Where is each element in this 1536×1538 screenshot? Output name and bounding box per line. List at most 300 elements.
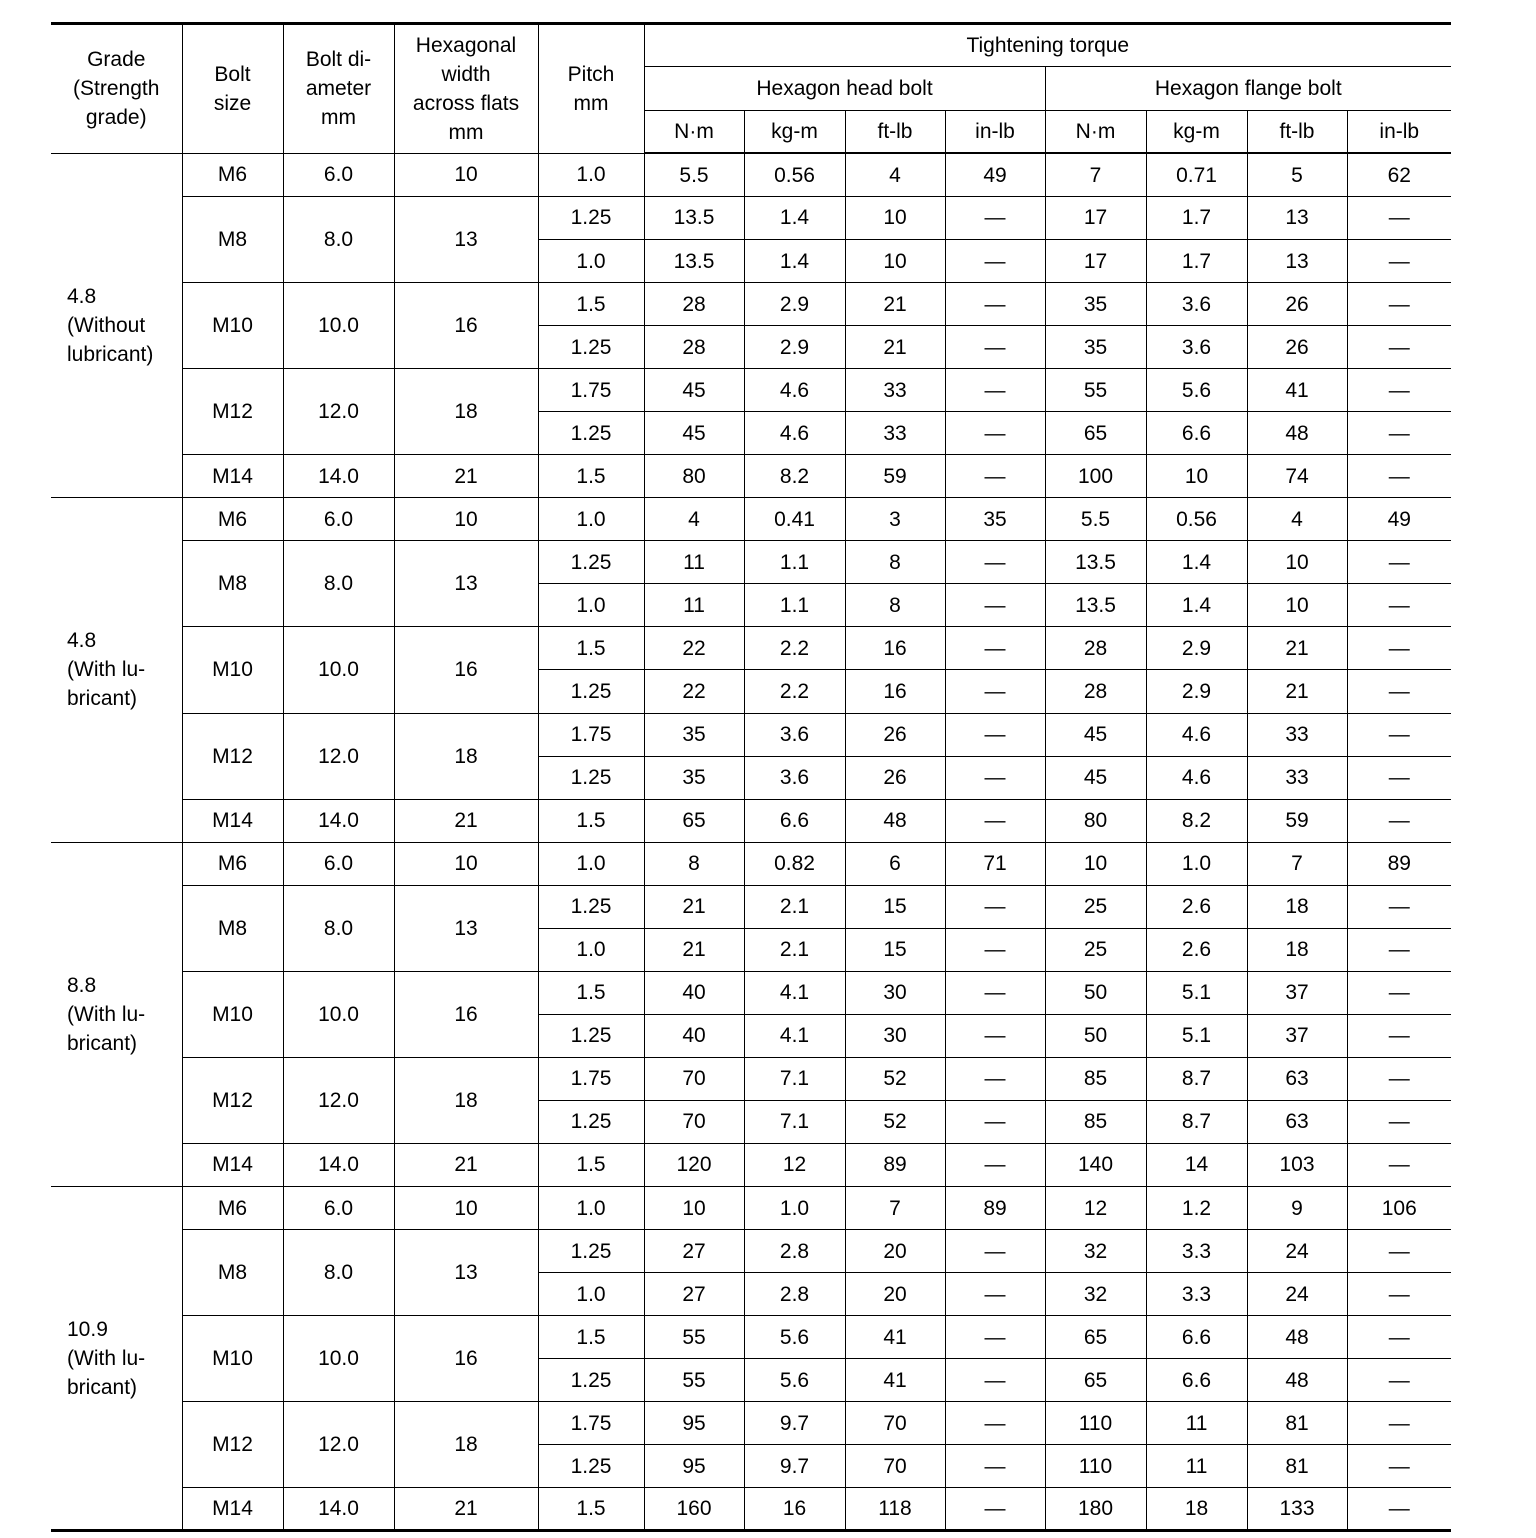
flange-ftlb-cell: 24 (1247, 1273, 1347, 1316)
flange-inlb-cell: 62 (1347, 153, 1451, 196)
head-inlb-cell: 35 (945, 498, 1045, 541)
head-ftlb-cell: 16 (845, 627, 945, 670)
hex-width-cell: 16 (394, 1316, 538, 1402)
header-bolt-diameter: Bolt di- ameter mm (283, 24, 394, 154)
head-nm-cell: 120 (644, 1143, 744, 1186)
table-row (51, 1187, 1451, 1230)
flange-nm-cell: 45 (1045, 756, 1146, 799)
head-kgm-cell: 7.1 (744, 1057, 845, 1100)
head-ftlb-cell: 26 (845, 713, 945, 756)
flange-inlb-cell: 106 (1347, 1187, 1451, 1230)
flange-nm-cell: 180 (1045, 1488, 1146, 1531)
head-nm-cell: 95 (644, 1402, 744, 1445)
flange-ftlb-cell: 103 (1247, 1143, 1347, 1186)
head-inlb-cell: — (945, 196, 1045, 239)
flange-inlb-cell: — (1347, 885, 1451, 928)
grade-cell: 4.8 (Without lubricant) (51, 153, 182, 497)
head-kgm-cell: 2.2 (744, 627, 845, 670)
head-nm-cell: 35 (644, 756, 744, 799)
flange-inlb-cell: 49 (1347, 498, 1451, 541)
head-inlb-cell: 49 (945, 153, 1045, 196)
flange-ftlb-cell: 63 (1247, 1057, 1347, 1100)
table-row (51, 842, 1451, 885)
flange-nm-cell: 100 (1045, 455, 1146, 498)
head-ftlb-cell: 118 (845, 1488, 945, 1531)
bolt-size-cell: M8 (182, 1230, 283, 1316)
flange-inlb-cell: — (1347, 1359, 1451, 1402)
flange-ftlb-cell: 26 (1247, 283, 1347, 326)
flange-nm-cell: 50 (1045, 1014, 1146, 1057)
flange-nm-cell: 80 (1045, 799, 1146, 842)
hex-width-cell: 13 (394, 1230, 538, 1316)
flange-inlb-cell: — (1347, 196, 1451, 239)
head-kgm-cell: 4.1 (744, 971, 845, 1014)
bolt-diameter-cell: 8.0 (283, 1230, 394, 1316)
table-row (51, 1143, 1451, 1186)
flange-kgm-cell: 6.6 (1146, 1316, 1247, 1359)
flange-inlb-cell: — (1347, 283, 1451, 326)
head-kgm-cell: 2.1 (744, 928, 845, 971)
flange-nm-cell: 50 (1045, 971, 1146, 1014)
table-row (51, 1057, 1451, 1100)
flange-kgm-cell: 11 (1146, 1402, 1247, 1445)
head-inlb-cell: — (945, 928, 1045, 971)
head-ftlb-cell: 6 (845, 842, 945, 885)
head-kgm-cell: 2.8 (744, 1273, 845, 1316)
bolt-diameter-cell: 6.0 (283, 1187, 394, 1230)
hex-width-cell: 13 (394, 885, 538, 971)
head-nm-cell: 45 (644, 369, 744, 412)
flange-nm-cell: 7 (1045, 153, 1146, 196)
head-kgm-cell: 9.7 (744, 1402, 845, 1445)
flange-ftlb-cell: 21 (1247, 670, 1347, 713)
head-nm-cell: 21 (644, 928, 744, 971)
pitch-cell: 1.25 (538, 1445, 644, 1488)
flange-nm-cell: 35 (1045, 326, 1146, 369)
head-kgm-cell: 4.6 (744, 412, 845, 455)
flange-inlb-cell: — (1347, 928, 1451, 971)
head-inlb-cell: — (945, 584, 1045, 627)
hex-width-cell: 16 (394, 627, 538, 713)
head-ftlb-cell: 33 (845, 369, 945, 412)
hex-width-cell: 18 (394, 713, 538, 799)
unit-head-ftlb: ft-lb (845, 110, 945, 153)
flange-ftlb-cell: 21 (1247, 627, 1347, 670)
head-kgm-cell: 4.1 (744, 1014, 845, 1057)
flange-nm-cell: 25 (1045, 928, 1146, 971)
hex-width-cell: 21 (394, 1488, 538, 1531)
pitch-cell: 1.25 (538, 326, 644, 369)
pitch-cell: 1.0 (538, 498, 644, 541)
head-kgm-cell: 0.82 (744, 842, 845, 885)
head-inlb-cell: — (945, 971, 1045, 1014)
head-ftlb-cell: 10 (845, 239, 945, 282)
table-row (51, 1316, 1451, 1359)
head-kgm-cell: 1.4 (744, 239, 845, 282)
flange-ftlb-cell: 33 (1247, 713, 1347, 756)
flange-inlb-cell: — (1347, 1445, 1451, 1488)
flange-inlb-cell: — (1347, 326, 1451, 369)
unit-head-inlb: in-lb (945, 110, 1045, 153)
flange-nm-cell: 12 (1045, 1187, 1146, 1230)
flange-inlb-cell: — (1347, 455, 1451, 498)
head-kgm-cell: 0.41 (744, 498, 845, 541)
head-inlb-cell: — (945, 1143, 1045, 1186)
flange-ftlb-cell: 81 (1247, 1402, 1347, 1445)
pitch-cell: 1.5 (538, 971, 644, 1014)
table-row (51, 369, 1451, 412)
pitch-cell: 1.25 (538, 1100, 644, 1143)
head-inlb-cell: — (945, 1057, 1045, 1100)
table-row (51, 799, 1451, 842)
head-nm-cell: 27 (644, 1273, 744, 1316)
flange-ftlb-cell: 33 (1247, 756, 1347, 799)
head-ftlb-cell: 33 (845, 412, 945, 455)
flange-ftlb-cell: 48 (1247, 412, 1347, 455)
flange-kgm-cell: 8.7 (1146, 1100, 1247, 1143)
head-ftlb-cell: 15 (845, 928, 945, 971)
flange-kgm-cell: 4.6 (1146, 756, 1247, 799)
head-kgm-cell: 16 (744, 1488, 845, 1531)
head-nm-cell: 21 (644, 885, 744, 928)
flange-inlb-cell: 89 (1347, 842, 1451, 885)
head-ftlb-cell: 3 (845, 498, 945, 541)
head-inlb-cell: — (945, 1359, 1045, 1402)
bolt-size-cell: M12 (182, 1402, 283, 1488)
head-ftlb-cell: 20 (845, 1230, 945, 1273)
flange-nm-cell: 85 (1045, 1057, 1146, 1100)
flange-ftlb-cell: 13 (1247, 196, 1347, 239)
head-ftlb-cell: 41 (845, 1359, 945, 1402)
flange-kgm-cell: 1.4 (1146, 584, 1247, 627)
head-nm-cell: 70 (644, 1100, 744, 1143)
head-kgm-cell: 1.1 (744, 541, 845, 584)
head-inlb-cell: — (945, 326, 1045, 369)
flange-nm-cell: 17 (1045, 239, 1146, 282)
head-inlb-cell: — (945, 1488, 1045, 1531)
table-body (51, 153, 1451, 1531)
bolt-size-cell: M6 (182, 1187, 283, 1230)
head-nm-cell: 11 (644, 584, 744, 627)
header-bolt-size: Bolt size (182, 24, 283, 154)
head-kgm-cell: 1.0 (744, 1187, 845, 1230)
head-inlb-cell: — (945, 627, 1045, 670)
bolt-size-cell: M10 (182, 627, 283, 713)
flange-nm-cell: 32 (1045, 1273, 1146, 1316)
flange-kgm-cell: 14 (1146, 1143, 1247, 1186)
bolt-size-cell: M14 (182, 1488, 283, 1531)
bolt-diameter-cell: 6.0 (283, 842, 394, 885)
head-inlb-cell: — (945, 1316, 1045, 1359)
flange-inlb-cell: — (1347, 713, 1451, 756)
head-kgm-cell: 2.9 (744, 326, 845, 369)
header-grade: Grade (Strength grade) (51, 24, 182, 154)
flange-ftlb-cell: 18 (1247, 928, 1347, 971)
head-nm-cell: 65 (644, 799, 744, 842)
bolt-size-cell: M6 (182, 842, 283, 885)
flange-ftlb-cell: 24 (1247, 1230, 1347, 1273)
flange-nm-cell: 5.5 (1045, 498, 1146, 541)
bolt-diameter-cell: 6.0 (283, 498, 394, 541)
pitch-cell: 1.75 (538, 1057, 644, 1100)
bolt-diameter-cell: 10.0 (283, 283, 394, 369)
flange-kgm-cell: 2.6 (1146, 928, 1247, 971)
head-inlb-cell: — (945, 1230, 1045, 1273)
flange-kgm-cell: 18 (1146, 1488, 1247, 1531)
flange-ftlb-cell: 13 (1247, 239, 1347, 282)
pitch-cell: 1.25 (538, 756, 644, 799)
head-kgm-cell: 3.6 (744, 713, 845, 756)
pitch-cell: 1.5 (538, 799, 644, 842)
flange-nm-cell: 13.5 (1045, 541, 1146, 584)
table-row (51, 971, 1451, 1014)
unit-flange-nm: N·m (1045, 110, 1146, 153)
flange-inlb-cell: — (1347, 1402, 1451, 1445)
bolt-diameter-cell: 10.0 (283, 1316, 394, 1402)
head-ftlb-cell: 15 (845, 885, 945, 928)
flange-inlb-cell: — (1347, 541, 1451, 584)
flange-kgm-cell: 1.7 (1146, 196, 1247, 239)
bolt-diameter-cell: 14.0 (283, 1488, 394, 1531)
flange-kgm-cell: 3.3 (1146, 1273, 1247, 1316)
bolt-diameter-cell: 12.0 (283, 1402, 394, 1488)
head-nm-cell: 5.5 (644, 153, 744, 196)
head-ftlb-cell: 10 (845, 196, 945, 239)
torque-table (51, 22, 1451, 1532)
grade-cell: 10.9 (With lu- bricant) (51, 1187, 182, 1531)
flange-inlb-cell: — (1347, 584, 1451, 627)
pitch-cell: 1.25 (538, 670, 644, 713)
table-row (51, 627, 1451, 670)
head-kgm-cell: 6.6 (744, 799, 845, 842)
head-ftlb-cell: 52 (845, 1100, 945, 1143)
flange-nm-cell: 110 (1045, 1402, 1146, 1445)
head-kgm-cell: 1.4 (744, 196, 845, 239)
table-row (51, 1230, 1451, 1273)
bolt-size-cell: M14 (182, 455, 283, 498)
head-kgm-cell: 7.1 (744, 1100, 845, 1143)
head-ftlb-cell: 30 (845, 971, 945, 1014)
bolt-size-cell: M14 (182, 1143, 283, 1186)
head-ftlb-cell: 20 (845, 1273, 945, 1316)
table-header (51, 24, 1451, 154)
head-nm-cell: 40 (644, 1014, 744, 1057)
head-kgm-cell: 2.1 (744, 885, 845, 928)
head-ftlb-cell: 26 (845, 756, 945, 799)
flange-kgm-cell: 10 (1146, 455, 1247, 498)
bolt-diameter-cell: 10.0 (283, 971, 394, 1057)
unit-head-kgm: kg-m (744, 110, 845, 153)
head-nm-cell: 10 (644, 1187, 744, 1230)
pitch-cell: 1.0 (538, 842, 644, 885)
header-hex-width: Hexagonal width across flats mm (394, 24, 538, 154)
head-kgm-cell: 3.6 (744, 756, 845, 799)
flange-nm-cell: 110 (1045, 1445, 1146, 1488)
bolt-size-cell: M6 (182, 153, 283, 196)
head-ftlb-cell: 70 (845, 1402, 945, 1445)
head-nm-cell: 28 (644, 283, 744, 326)
table-row (51, 153, 1451, 196)
flange-nm-cell: 65 (1045, 412, 1146, 455)
flange-ftlb-cell: 133 (1247, 1488, 1347, 1531)
head-kgm-cell: 4.6 (744, 369, 845, 412)
head-nm-cell: 80 (644, 455, 744, 498)
flange-ftlb-cell: 5 (1247, 153, 1347, 196)
bolt-size-cell: M12 (182, 1057, 283, 1143)
head-kgm-cell: 8.2 (744, 455, 845, 498)
pitch-cell: 1.25 (538, 541, 644, 584)
flange-ftlb-cell: 48 (1247, 1316, 1347, 1359)
table-row (51, 455, 1451, 498)
flange-ftlb-cell: 9 (1247, 1187, 1347, 1230)
flange-kgm-cell: 4.6 (1146, 713, 1247, 756)
pitch-cell: 1.0 (538, 1187, 644, 1230)
flange-kgm-cell: 5.1 (1146, 971, 1247, 1014)
table-row (51, 713, 1451, 756)
head-kgm-cell: 0.56 (744, 153, 845, 196)
flange-ftlb-cell: 63 (1247, 1100, 1347, 1143)
head-ftlb-cell: 8 (845, 584, 945, 627)
flange-inlb-cell: — (1347, 1273, 1451, 1316)
pitch-cell: 1.5 (538, 1316, 644, 1359)
flange-ftlb-cell: 48 (1247, 1359, 1347, 1402)
head-ftlb-cell: 8 (845, 541, 945, 584)
head-inlb-cell: — (945, 541, 1045, 584)
head-inlb-cell: — (945, 239, 1045, 282)
bolt-size-cell: M12 (182, 369, 283, 455)
header-hex-head-bolt: Hexagon head bolt (644, 67, 1045, 110)
bolt-size-cell: M10 (182, 283, 283, 369)
flange-kgm-cell: 11 (1146, 1445, 1247, 1488)
bolt-size-cell: M10 (182, 1316, 283, 1402)
flange-kgm-cell: 8.2 (1146, 799, 1247, 842)
head-ftlb-cell: 52 (845, 1057, 945, 1100)
flange-kgm-cell: 1.0 (1146, 842, 1247, 885)
flange-nm-cell: 17 (1045, 196, 1146, 239)
hex-width-cell: 10 (394, 1187, 538, 1230)
flange-inlb-cell: — (1347, 1014, 1451, 1057)
head-nm-cell: 28 (644, 326, 744, 369)
head-kgm-cell: 5.6 (744, 1359, 845, 1402)
flange-kgm-cell: 6.6 (1146, 412, 1247, 455)
head-kgm-cell: 5.6 (744, 1316, 845, 1359)
pitch-cell: 1.75 (538, 1402, 644, 1445)
head-inlb-cell: — (945, 1402, 1045, 1445)
head-inlb-cell: — (945, 756, 1045, 799)
head-inlb-cell: — (945, 283, 1045, 326)
flange-kgm-cell: 2.9 (1146, 670, 1247, 713)
unit-flange-kgm: kg-m (1146, 110, 1247, 153)
table-row (51, 283, 1451, 326)
head-ftlb-cell: 41 (845, 1316, 945, 1359)
head-nm-cell: 27 (644, 1230, 744, 1273)
head-inlb-cell: — (945, 369, 1045, 412)
flange-inlb-cell: — (1347, 239, 1451, 282)
head-ftlb-cell: 59 (845, 455, 945, 498)
bolt-size-cell: M10 (182, 971, 283, 1057)
flange-nm-cell: 10 (1045, 842, 1146, 885)
head-inlb-cell: — (945, 412, 1045, 455)
flange-nm-cell: 13.5 (1045, 584, 1146, 627)
head-nm-cell: 45 (644, 412, 744, 455)
head-nm-cell: 35 (644, 713, 744, 756)
hex-width-cell: 18 (394, 369, 538, 455)
flange-kgm-cell: 2.6 (1146, 885, 1247, 928)
table-row (51, 541, 1451, 584)
bolt-diameter-cell: 10.0 (283, 627, 394, 713)
head-kgm-cell: 2.9 (744, 283, 845, 326)
flange-ftlb-cell: 4 (1247, 498, 1347, 541)
head-nm-cell: 55 (644, 1316, 744, 1359)
flange-nm-cell: 25 (1045, 885, 1146, 928)
pitch-cell: 1.0 (538, 928, 644, 971)
head-nm-cell: 160 (644, 1488, 744, 1531)
flange-nm-cell: 140 (1045, 1143, 1146, 1186)
head-inlb-cell: — (945, 799, 1045, 842)
bolt-diameter-cell: 12.0 (283, 369, 394, 455)
unit-flange-ftlb: ft-lb (1247, 110, 1347, 153)
header-tightening-torque: Tightening torque (644, 24, 1451, 67)
head-inlb-cell: — (945, 885, 1045, 928)
head-nm-cell: 4 (644, 498, 744, 541)
flange-ftlb-cell: 7 (1247, 842, 1347, 885)
flange-inlb-cell: — (1347, 756, 1451, 799)
head-ftlb-cell: 21 (845, 326, 945, 369)
head-kgm-cell: 1.1 (744, 584, 845, 627)
flange-inlb-cell: — (1347, 1488, 1451, 1531)
flange-kgm-cell: 3.6 (1146, 326, 1247, 369)
flange-kgm-cell: 1.2 (1146, 1187, 1247, 1230)
head-kgm-cell: 12 (744, 1143, 845, 1186)
flange-ftlb-cell: 37 (1247, 1014, 1347, 1057)
flange-kgm-cell: 6.6 (1146, 1359, 1247, 1402)
flange-nm-cell: 32 (1045, 1230, 1146, 1273)
bolt-diameter-cell: 14.0 (283, 455, 394, 498)
pitch-cell: 1.0 (538, 1273, 644, 1316)
hex-width-cell: 13 (394, 541, 538, 627)
flange-nm-cell: 85 (1045, 1100, 1146, 1143)
bolt-size-cell: M14 (182, 799, 283, 842)
hex-width-cell: 13 (394, 196, 538, 282)
flange-kgm-cell: 0.56 (1146, 498, 1247, 541)
table-row (51, 498, 1451, 541)
flange-inlb-cell: — (1347, 670, 1451, 713)
flange-nm-cell: 28 (1045, 670, 1146, 713)
table-row (51, 1488, 1451, 1531)
head-ftlb-cell: 48 (845, 799, 945, 842)
flange-kgm-cell: 2.9 (1146, 627, 1247, 670)
flange-inlb-cell: — (1347, 369, 1451, 412)
head-nm-cell: 40 (644, 971, 744, 1014)
head-nm-cell: 55 (644, 1359, 744, 1402)
flange-kgm-cell: 5.6 (1146, 369, 1247, 412)
head-kgm-cell: 9.7 (744, 1445, 845, 1488)
head-ftlb-cell: 4 (845, 153, 945, 196)
head-ftlb-cell: 21 (845, 283, 945, 326)
flange-ftlb-cell: 81 (1247, 1445, 1347, 1488)
flange-kgm-cell: 8.7 (1146, 1057, 1247, 1100)
hex-width-cell: 16 (394, 283, 538, 369)
flange-nm-cell: 45 (1045, 713, 1146, 756)
head-inlb-cell: — (945, 1014, 1045, 1057)
flange-inlb-cell: — (1347, 412, 1451, 455)
header-hex-flange-bolt: Hexagon flange bolt (1045, 67, 1451, 110)
hex-width-cell: 21 (394, 799, 538, 842)
bolt-diameter-cell: 8.0 (283, 541, 394, 627)
pitch-cell: 1.5 (538, 1143, 644, 1186)
hex-width-cell: 10 (394, 153, 538, 196)
flange-ftlb-cell: 18 (1247, 885, 1347, 928)
